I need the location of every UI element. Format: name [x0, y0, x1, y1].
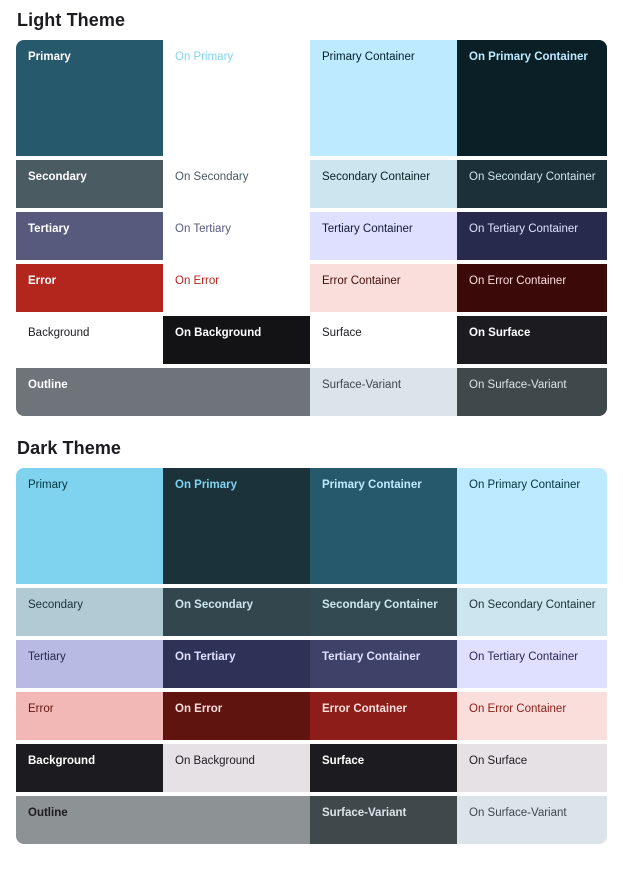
color-swatch[interactable] [16, 692, 163, 740]
color-swatch[interactable] [16, 264, 163, 312]
color-swatch[interactable] [16, 316, 163, 364]
color-swatch[interactable] [16, 588, 163, 636]
color-swatch[interactable] [163, 588, 310, 636]
color-swatch-label: Error [28, 275, 57, 287]
color-swatch-label: On Background [175, 327, 262, 339]
color-swatch-label: Background [28, 327, 90, 339]
color-swatch-label: On Primary [175, 51, 234, 63]
color-swatch[interactable] [310, 588, 457, 636]
color-swatch[interactable] [310, 744, 457, 792]
color-swatch-label: Error [28, 703, 54, 715]
color-swatch-label: On Secondary [175, 171, 249, 183]
color-swatch[interactable] [16, 40, 163, 156]
palette-row [16, 640, 607, 688]
color-swatch-label: Primary Container [322, 479, 422, 491]
dark-theme-palette [16, 468, 607, 844]
color-swatch[interactable] [457, 468, 607, 584]
color-swatch[interactable] [457, 316, 607, 364]
color-swatch-label: Primary Container [322, 51, 415, 63]
color-swatch[interactable] [310, 316, 457, 364]
color-swatch[interactable] [310, 692, 457, 740]
palette-row [16, 264, 607, 312]
color-swatch-label: On Primary Container [469, 51, 588, 63]
color-swatch-label: Outline [28, 379, 68, 391]
color-swatch[interactable] [457, 692, 607, 740]
color-swatch-label: Tertiary [28, 223, 70, 235]
palette-row [16, 744, 607, 792]
color-swatch[interactable] [310, 264, 457, 312]
color-swatch[interactable] [163, 212, 310, 260]
color-swatch-label: On Primary Container [469, 479, 581, 491]
color-swatch-label: Secondary Container [322, 171, 431, 183]
color-swatch[interactable] [457, 744, 607, 792]
color-swatch-label: Surface [322, 327, 362, 339]
color-swatch-label: On Secondary Container [469, 599, 596, 611]
color-swatch-label: Outline [28, 807, 68, 819]
color-swatch[interactable] [310, 212, 457, 260]
color-swatch[interactable] [16, 640, 163, 688]
color-swatch[interactable] [457, 640, 607, 688]
color-swatch-label: On Error Container [469, 275, 567, 287]
color-swatch-label: On Secondary [175, 599, 253, 611]
light-theme-title: Light Theme [17, 10, 126, 30]
light-theme-palette [16, 40, 607, 416]
color-swatch[interactable] [310, 40, 457, 156]
color-swatch-label: Error Container [322, 703, 407, 715]
color-swatch[interactable] [457, 40, 607, 156]
color-swatch[interactable] [310, 160, 457, 208]
palette-row [16, 368, 607, 416]
palette-row [16, 692, 607, 740]
color-swatch-label: On Surface [469, 327, 531, 339]
color-swatch[interactable] [457, 588, 607, 636]
color-swatch-label: On Secondary Container [469, 171, 596, 183]
color-swatch-label: Background [28, 755, 96, 767]
color-swatch-label: Surface-Variant [322, 807, 407, 819]
color-swatch-label: Secondary Container [322, 599, 438, 611]
color-swatch[interactable] [310, 368, 457, 416]
palette-row [16, 796, 607, 844]
color-swatch[interactable] [16, 796, 310, 844]
color-swatch-label: On Background [175, 755, 255, 767]
palette-row [16, 212, 607, 260]
color-swatch-label: On Error [175, 703, 223, 715]
color-swatch-label: On Tertiary [175, 223, 232, 235]
color-swatch[interactable] [457, 796, 607, 844]
color-swatch-label: Secondary [28, 171, 87, 183]
color-swatch-label: Surface-Variant [322, 379, 402, 391]
color-swatch-label: Surface [322, 755, 365, 767]
color-swatch-label: On Error Container [469, 703, 567, 715]
palette-row [16, 160, 607, 208]
color-swatch[interactable] [457, 264, 607, 312]
palette-row [16, 588, 607, 636]
palette-row [16, 40, 607, 156]
palette-row [16, 468, 607, 584]
palette-row [16, 316, 607, 364]
color-swatch[interactable] [16, 468, 163, 584]
color-swatch[interactable] [16, 744, 163, 792]
color-swatch[interactable] [163, 264, 310, 312]
color-swatch-label: Secondary [28, 599, 83, 611]
color-swatch-label: On Tertiary [175, 651, 236, 663]
color-swatch[interactable] [163, 692, 310, 740]
color-swatch[interactable] [163, 744, 310, 792]
color-swatch[interactable] [16, 212, 163, 260]
color-swatch[interactable] [310, 796, 457, 844]
color-swatch-label: On Surface-Variant [469, 379, 567, 391]
color-swatch-label: On Surface [469, 755, 528, 767]
color-swatch[interactable] [457, 212, 607, 260]
color-swatch[interactable] [310, 640, 457, 688]
color-swatch-label: On Tertiary Container [469, 651, 579, 663]
color-swatch[interactable] [163, 640, 310, 688]
dark-theme-title: Dark Theme [17, 438, 122, 458]
color-swatch-label: On Surface-Variant [469, 807, 567, 819]
color-swatch[interactable] [163, 316, 310, 364]
color-swatch-label: On Primary [175, 479, 237, 491]
color-swatch[interactable] [16, 160, 163, 208]
color-swatch[interactable] [457, 160, 607, 208]
color-swatch[interactable] [163, 40, 310, 156]
color-swatch[interactable] [16, 368, 310, 416]
color-swatch-label: On Tertiary Container [469, 223, 579, 235]
color-swatch-label: Primary [28, 51, 71, 63]
color-swatch[interactable] [163, 160, 310, 208]
color-swatch-label: Primary [28, 479, 68, 491]
color-swatch-label: Error Container [322, 275, 401, 287]
color-swatch[interactable] [163, 468, 310, 584]
color-swatch-label: On Error [175, 275, 220, 287]
color-swatch-label: Tertiary Container [322, 223, 413, 235]
color-swatch-label: Tertiary Container [322, 651, 421, 663]
color-swatch[interactable] [310, 468, 457, 584]
color-swatch[interactable] [457, 368, 607, 416]
color-swatch-label: Tertiary [28, 651, 66, 663]
